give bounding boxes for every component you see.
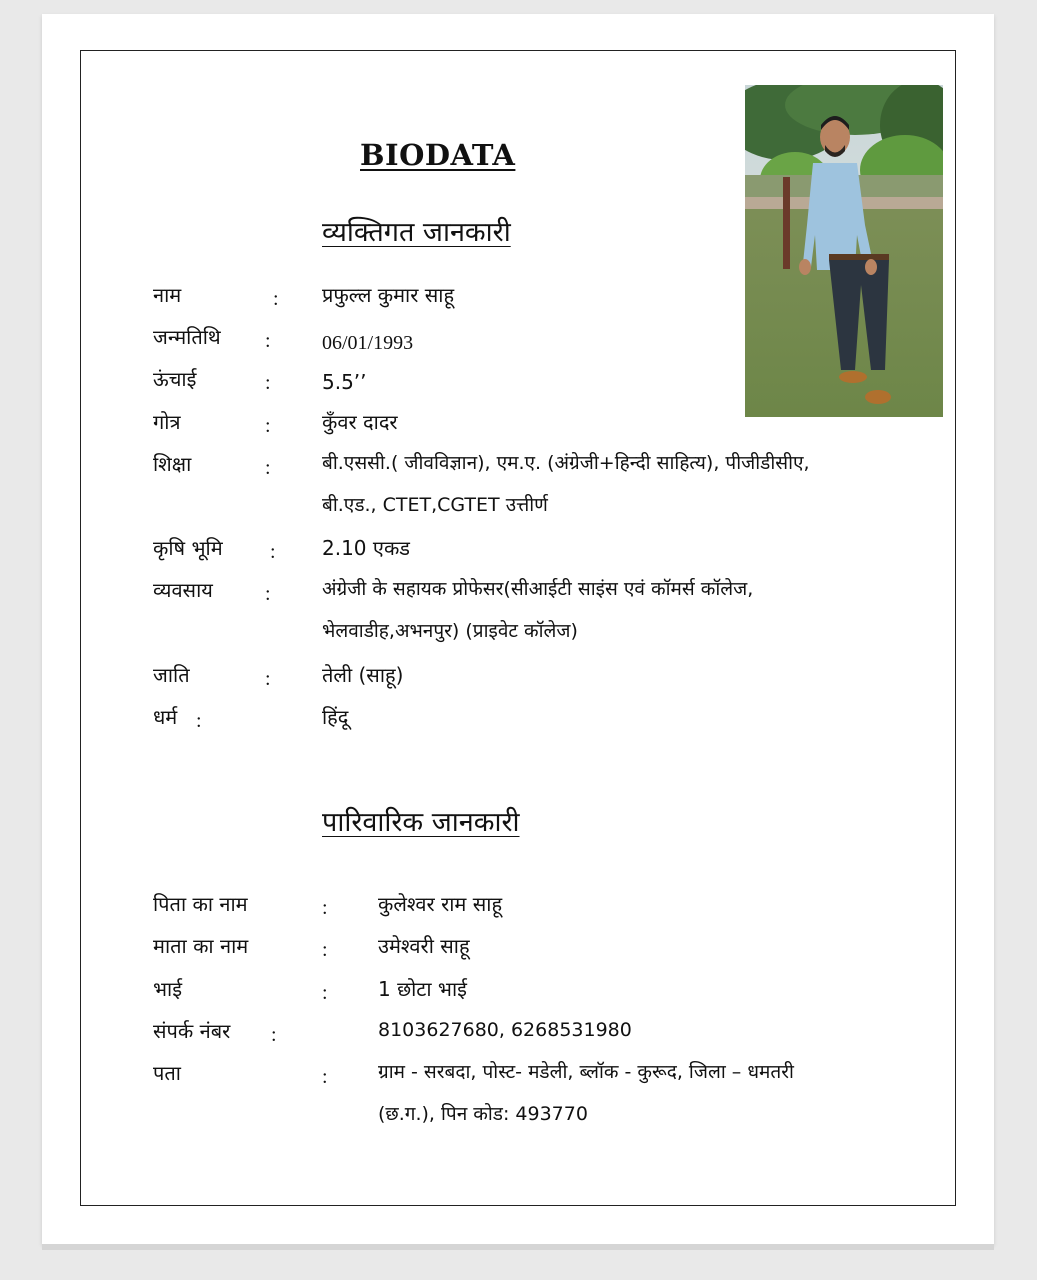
colon: : xyxy=(273,288,279,310)
person-photo-icon xyxy=(745,85,943,417)
value-mother-name: उमेश्वरी साहू xyxy=(378,934,470,958)
label-farmland: कृषि भूमि xyxy=(153,536,223,560)
colon: : xyxy=(196,710,202,732)
value-dob: 06/01/1993 xyxy=(322,332,414,354)
value-education: बी.एससी.( जीवविज्ञान), एम.ए. (अंग्रेजी+हिन्दी साहित्य), पीजीडीसीए, xyxy=(322,452,810,474)
label-gotra: गोत्र xyxy=(153,410,181,434)
value-farmland: 2.10 एकड xyxy=(322,536,411,560)
value-address-continued: (छ.ग.), पिन कोड: 493770 xyxy=(378,1103,588,1125)
colon: : xyxy=(322,1066,328,1088)
personal-info-heading: व्यक्तिगत जानकारी xyxy=(322,217,511,248)
colon: : xyxy=(265,668,271,690)
value-name: प्रफुल्ल कुमार साहू xyxy=(322,283,455,307)
colon: : xyxy=(265,583,271,605)
family-info-heading: पारिवारिक जानकारी xyxy=(322,807,520,838)
label-contact-number: संपर्क नंबर xyxy=(153,1019,231,1043)
colon: : xyxy=(265,372,271,394)
document-title: BIODATA xyxy=(360,138,516,172)
value-occupation: अंग्रेजी के सहायक प्रोफेसर(सीआईटी साइंस एवं कॉमर्स कॉलेज, xyxy=(322,578,754,600)
label-education: शिक्षा xyxy=(153,452,192,476)
colon: : xyxy=(322,939,328,961)
colon: : xyxy=(265,415,271,437)
colon: : xyxy=(322,897,328,919)
value-occupation-continued: भेलवाडीह,अभनपुर) (प्राइवेट कॉलेज) xyxy=(322,620,578,642)
value-caste: तेली (साहू) xyxy=(322,663,404,687)
label-dob: जन्मतिथि xyxy=(153,325,221,349)
label-mother-name: माता का नाम xyxy=(153,934,249,958)
colon: : xyxy=(271,1024,277,1046)
label-address: पता xyxy=(153,1061,181,1085)
value-gotra: कुँवर दादर xyxy=(322,410,398,434)
label-father-name: पिता का नाम xyxy=(153,892,248,916)
value-religion: हिंदू xyxy=(322,705,349,729)
value-address: ग्राम - सरबदा, पोस्ट- मडेली, ब्लॉक - कुरूद, जिला – धमतरी xyxy=(378,1061,794,1083)
value-education-continued: बी.एड., CTET,CGTET उत्तीर्ण xyxy=(322,494,548,516)
value-father-name: कुलेश्वर राम साहू xyxy=(378,892,503,916)
colon: : xyxy=(322,982,328,1004)
value-brother: 1 छोटा भाई xyxy=(378,977,467,1001)
page-shadow xyxy=(42,1244,994,1250)
label-height: ऊंचाई xyxy=(153,367,197,391)
colon: : xyxy=(265,457,271,479)
label-caste: जाति xyxy=(153,663,190,687)
label-occupation: व्यवसाय xyxy=(153,578,213,602)
value-contact-number: 8103627680, 6268531980 xyxy=(378,1019,632,1041)
label-religion: धर्म xyxy=(153,705,178,729)
value-height: 5.5’’ xyxy=(322,370,367,394)
colon: : xyxy=(265,330,271,352)
label-name: नाम xyxy=(153,283,182,307)
label-brother: भाई xyxy=(153,977,183,1001)
colon: : xyxy=(270,541,276,563)
